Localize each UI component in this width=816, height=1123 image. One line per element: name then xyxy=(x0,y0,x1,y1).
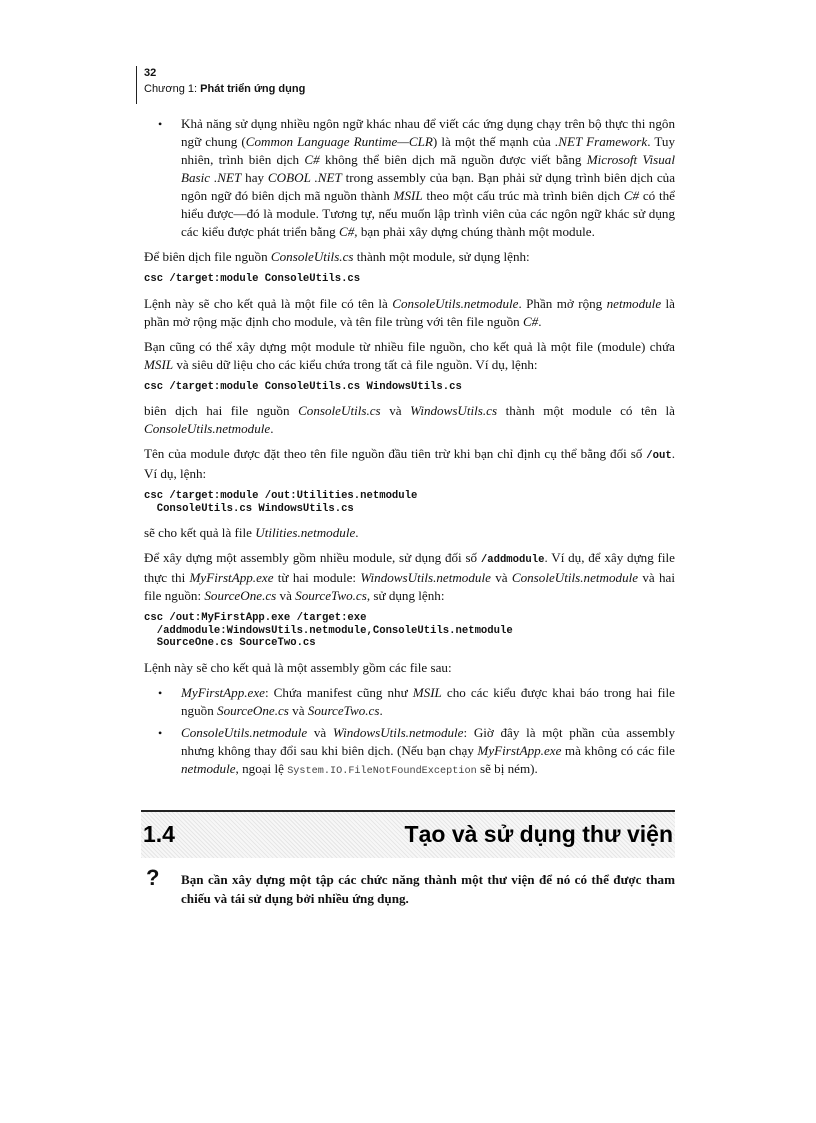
text-run: , ngoại lệ xyxy=(235,760,288,776)
emphasis: ConsoleUtils.netmodule xyxy=(144,421,271,436)
text-run: cho các kiểu được khai báo trong hai file nguồn xyxy=(181,684,675,718)
text-run: . Phần mở rộng xyxy=(518,295,607,311)
emphasis: MSIL xyxy=(393,188,423,203)
problem-text: Bạn cần xây dựng một tập các chức năng thành một thư viện để nó có thể được tham chiếu và tái sử dụng bởi nhiều ứng dụng. xyxy=(181,872,675,906)
section-heading-bar xyxy=(141,810,675,858)
question-mark-icon: ? xyxy=(146,865,160,890)
emphasis: MSIL xyxy=(412,684,442,700)
text-run: : Giờ đây là một phần của assembly nhưng không thay đổi sau khi biên dịch. (Nếu bạn chạy xyxy=(181,724,675,758)
emphasis: Utilities.netmodule xyxy=(255,525,356,540)
text-run: theo một cấu trúc mà trình biên dịch xyxy=(422,188,624,203)
emphasis: WindowsUtils.netmodule xyxy=(332,724,464,740)
emphasis: ConsoleUtils.netmodule xyxy=(392,295,519,311)
emphasis: netmodule xyxy=(181,760,236,776)
paragraph xyxy=(144,659,675,677)
emphasis: SourceOne.cs xyxy=(204,588,277,603)
text-run: và xyxy=(276,588,296,603)
code-block: csc /target:module ConsoleUtils.cs xyxy=(144,273,361,285)
body-content xyxy=(144,115,675,788)
text-run: và xyxy=(490,570,512,585)
text-run: và xyxy=(307,724,333,740)
text-run: không thể biên dịch mã nguồn được viết bằng xyxy=(319,152,587,167)
text-run: . xyxy=(379,702,383,718)
emphasis: ConsoleUtils.netmodule xyxy=(181,724,308,740)
text-run: . xyxy=(538,313,542,329)
text-run: . Ví dụ, lệnh: xyxy=(144,446,675,481)
chapter-prefix: Chương 1: xyxy=(144,83,198,95)
page-number: 32 xyxy=(144,67,157,79)
paragraph xyxy=(144,549,675,605)
emphasis: .NET Framework xyxy=(554,134,648,149)
text-run: Để xây dựng một assembly gồm nhiều module, sử dụng đối số xyxy=(144,550,481,565)
emphasis: C# xyxy=(339,224,355,239)
text-run: thành một module, sử dụng lệnh: xyxy=(353,249,530,264)
emphasis: netmodule xyxy=(606,295,662,311)
text-run: Bạn cũng có thể xây dựng một module từ nhiều file nguồn, cho kết quả là một file (module) chứa xyxy=(144,338,675,354)
emphasis: ConsoleUtils.cs xyxy=(270,249,354,264)
text-run: Lệnh này sẽ cho kết quả là một assembly gồm các file sau: xyxy=(144,659,452,675)
emphasis: SourceOne.cs xyxy=(217,702,289,718)
text-run: sẽ cho kết quả là file xyxy=(144,525,256,540)
chapter-title: Phát triển ứng dụng xyxy=(200,83,306,95)
chapter-heading xyxy=(144,80,305,98)
list-item xyxy=(144,684,675,720)
text-run: . xyxy=(355,525,359,540)
bullet-icon: • xyxy=(158,725,163,740)
emphasis: MSIL xyxy=(144,356,174,372)
emphasis: COBOL .NET xyxy=(267,170,342,185)
paragraph xyxy=(144,248,675,266)
bullet-list-modules xyxy=(144,115,675,241)
emphasis: MyFirstApp.exe xyxy=(181,684,265,700)
emphasis: WindowsUtils.cs xyxy=(410,403,498,418)
emphasis: Common Language Runtime—CLR xyxy=(245,134,433,149)
text-run: là phần mở rộng mặc định cho module, và tên file trùng với tên file nguồn xyxy=(144,295,675,329)
text-run: sẽ bị ném). xyxy=(476,760,538,776)
text-run: . Tuy nhiên, trình biên dịch xyxy=(181,134,675,167)
text-run: , sử dụng lệnh: xyxy=(366,588,445,603)
text-run: và xyxy=(380,403,411,418)
paragraph xyxy=(144,295,675,331)
emphasis: WindowsUtils.netmodule xyxy=(360,570,491,585)
text-run: có thể hiểu được—đó là module. Tương tự, nếu muốn lập trình viên của các ngôn ngữ khác sử dụng các kiểu được phát triển bằng xyxy=(181,188,675,239)
emphasis: MyFirstApp.exe xyxy=(477,742,562,758)
paragraph xyxy=(144,524,675,542)
code-block: csc /target:module ConsoleUtils.cs WindowsUtils.cs xyxy=(144,380,462,393)
emphasis: ConsoleUtils.netmodule xyxy=(511,570,639,585)
emphasis: SourceTwo.cs xyxy=(307,702,380,718)
page-header xyxy=(136,66,305,104)
section-title: Tạo và sử dụng thư viện xyxy=(404,821,673,847)
paragraph xyxy=(144,338,675,374)
text-run: trong assembly của bạn. Bạn phải sử dụng trình biên dịch của ngôn ngữ đó biên dịch mã nguồn thành xyxy=(181,170,676,203)
list-item xyxy=(144,115,675,241)
emphasis: C# xyxy=(304,152,320,167)
text-run: ) là một thế mạnh của xyxy=(432,134,555,149)
emphasis: MyFirstApp.exe xyxy=(189,570,274,585)
text-run: Tên của module được đặt theo tên file nguồn đầu tiên trừ khi bạn chỉ định cụ thể bằng đối số xyxy=(144,446,647,461)
text-run: . xyxy=(270,421,274,436)
emphasis: SourceTwo.cs xyxy=(295,588,367,603)
text-run: : Chứa manifest cũng như xyxy=(264,684,413,700)
text-run: từ hai module: xyxy=(273,570,361,585)
problem-statement xyxy=(144,866,675,908)
emphasis: C# xyxy=(522,313,539,329)
text-run: Khả năng sử dụng nhiều ngôn ngữ khác nhau để viết các ứng dụng chạy trên bộ thực thi ngôn ngữ chung ( xyxy=(181,116,675,149)
text-run: Để biên dịch file nguồn xyxy=(144,249,271,264)
bullet-list-assembly-files xyxy=(144,684,675,781)
text-run: và hai file nguồn: xyxy=(144,570,676,603)
text-run: , bạn phải xây dựng chúng thành một module. xyxy=(354,224,595,239)
bullet-icon: • xyxy=(158,685,163,700)
text-run: biên dịch hai file nguồn xyxy=(144,403,299,418)
emphasis: Microsoft Visual Basic .NET xyxy=(181,152,675,185)
text-run: và siêu dữ liệu cho các kiểu chứa trong tất cả file nguồn. Ví dụ, lệnh: xyxy=(173,356,538,372)
paragraph xyxy=(144,402,675,438)
text-run: mà không có các file xyxy=(561,742,675,758)
text-run: . Ví dụ, để xây dựng file thực thi xyxy=(144,550,675,585)
inline-code: /addmodule xyxy=(480,554,545,566)
section-number: 1.4 xyxy=(143,821,175,847)
code-block: csc /out:MyFirstApp.exe /target:exe /addmodule:WindowsUtils.netmodule,ConsoleUtils.netmodule SourceOne.cs SourceTwo.cs xyxy=(144,612,513,649)
bullet-icon: • xyxy=(158,117,163,131)
list-item xyxy=(144,724,675,781)
inline-code: System.IO.FileNotFoundException xyxy=(287,765,477,777)
text-run: thành một module có tên là xyxy=(497,403,675,418)
emphasis: ConsoleUtils.cs xyxy=(298,403,381,418)
paragraph xyxy=(144,445,675,483)
inline-code: /out xyxy=(646,450,672,462)
text-run: và xyxy=(288,702,308,718)
text-run: Lệnh này sẽ cho kết quả là một file có tên là xyxy=(144,295,393,311)
text-run: hay xyxy=(241,170,268,185)
emphasis: C# xyxy=(623,188,640,203)
code-block: csc /target:module /out:Utilities.netmodule ConsoleUtils.cs WindowsUtils.cs xyxy=(144,490,418,515)
